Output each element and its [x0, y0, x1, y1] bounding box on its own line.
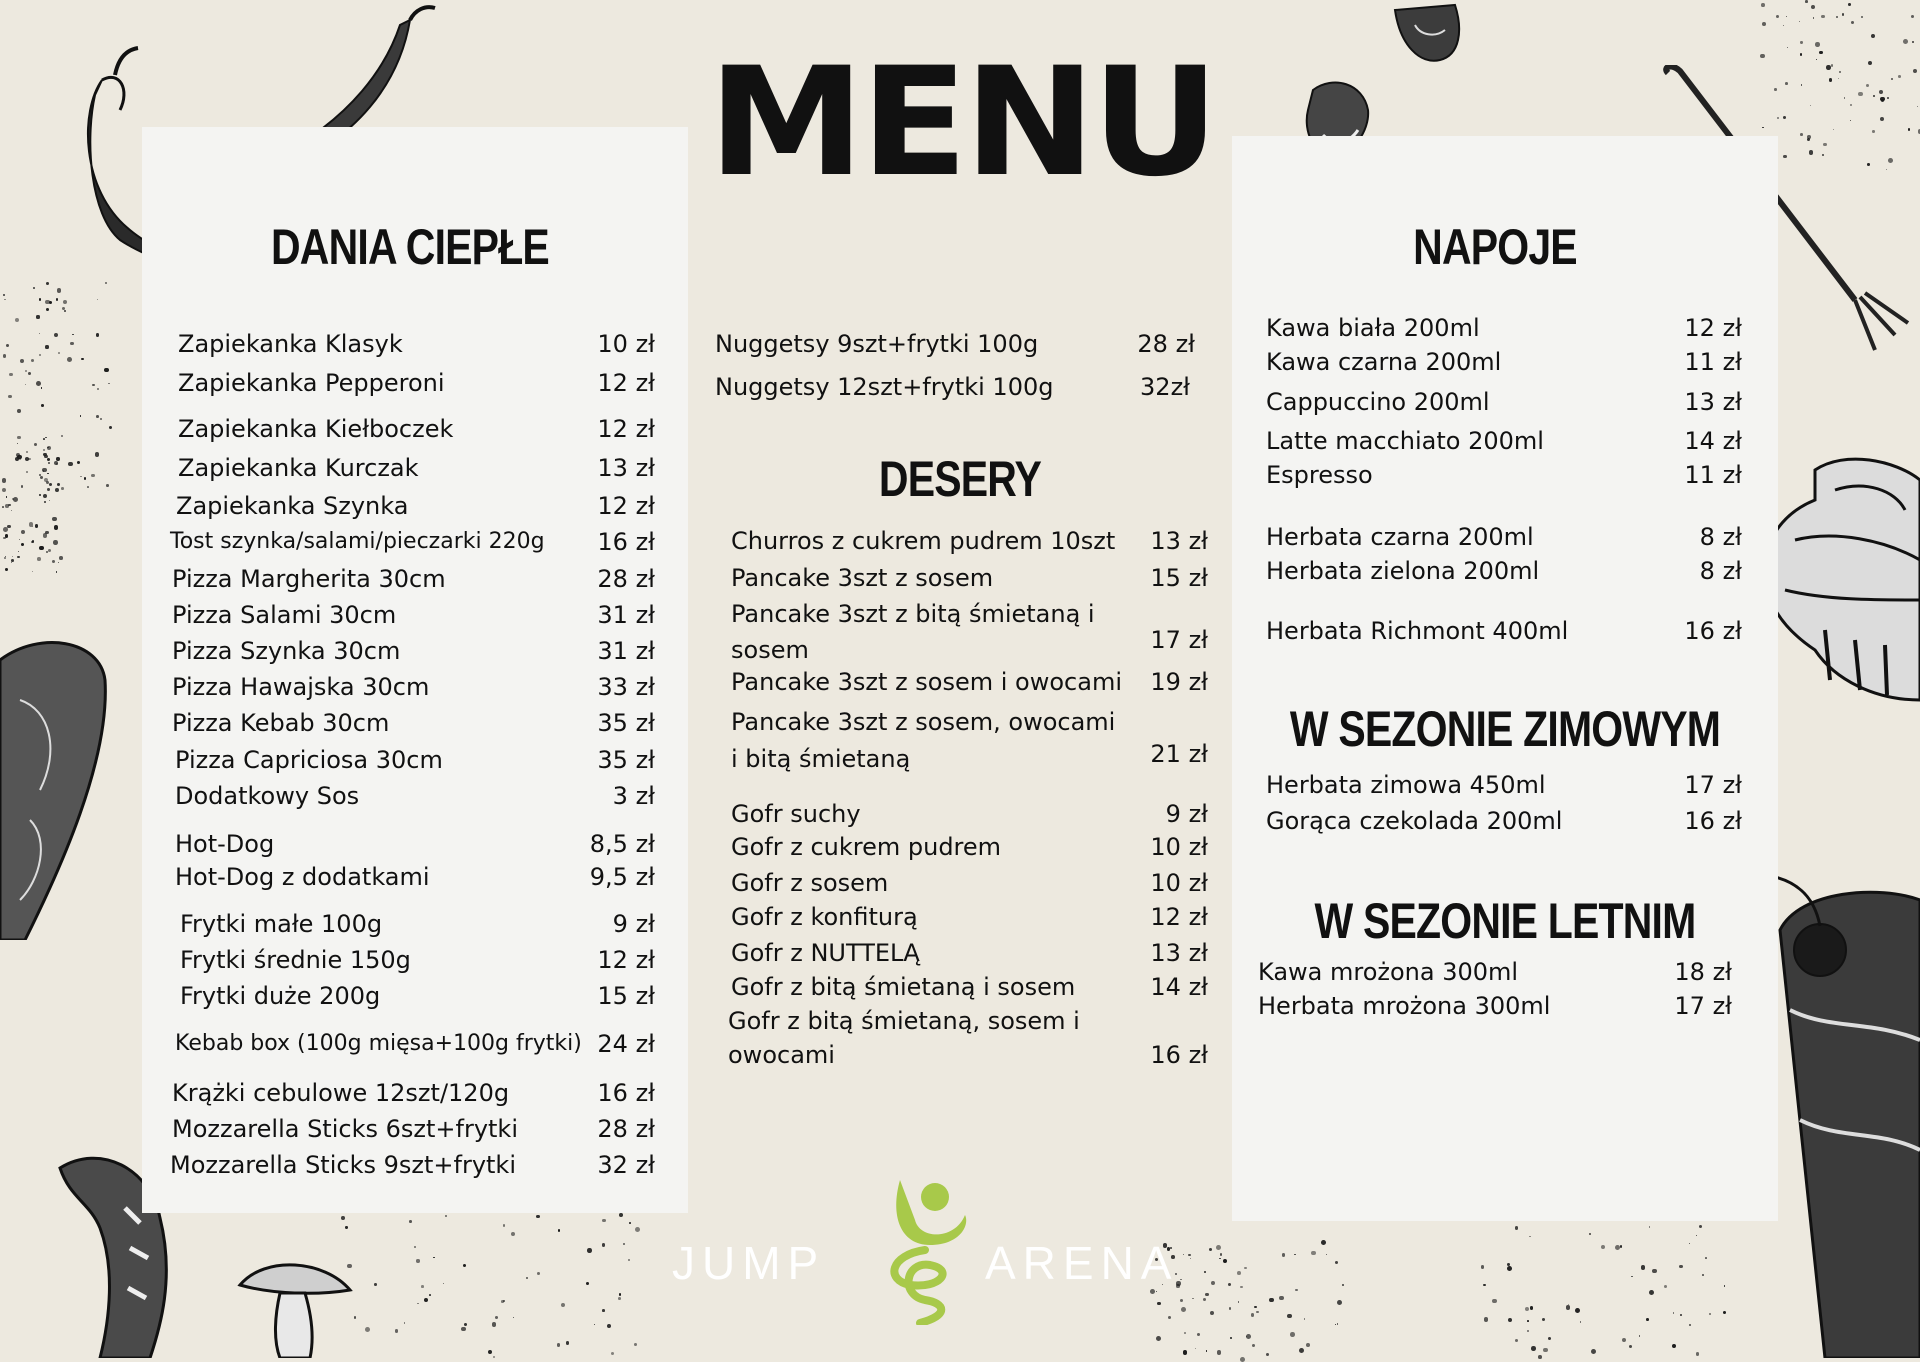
menu-item-price: 12 zł — [597, 492, 655, 520]
menu-item-price: 8 zł — [1699, 557, 1742, 585]
sausage-icon — [0, 620, 120, 940]
menu-item-name: Hot-Dog — [175, 830, 275, 858]
menu-item-price: 15 zł — [597, 982, 655, 1010]
menu-item-name-continued: i bitą śmietaną — [731, 745, 911, 773]
menu-item-name: Frytki duże 200g — [180, 982, 381, 1010]
menu-item-name: Churros z cukrem pudrem 10szt — [731, 527, 1116, 555]
menu-item-price: 21 zł — [1150, 740, 1208, 768]
menu-item-price: 12 zł — [597, 946, 655, 974]
menu-item-name: Nuggetsy 9szt+frytki 100g — [715, 330, 1039, 358]
menu-item-price: 11 zł — [1684, 461, 1742, 489]
menu-item-price: 3 zł — [612, 782, 655, 810]
menu-item-name: Pizza Hawajska 30cm — [172, 673, 430, 701]
summer-season-title: W SEZONIE LETNIM — [1314, 893, 1696, 949]
menu-item-name: Cappuccino 200ml — [1266, 388, 1490, 416]
menu-item-name: Herbata zimowa 450ml — [1266, 771, 1546, 799]
winter-season-title: W SEZONIE ZIMOWYM — [1289, 701, 1721, 757]
menu-item-name: Gofr z NUTTELĄ — [731, 939, 920, 967]
menu-item-name: Gofr z konfiturą — [731, 903, 918, 931]
milkshake-icon — [1760, 870, 1920, 1358]
menu-item-price: 13 zł — [597, 454, 655, 482]
menu-item-price: 32 zł — [597, 1151, 655, 1179]
menu-item-name: Zapiekanka Szynka — [176, 492, 409, 520]
menu-item-price: 9 zł — [612, 910, 655, 938]
menu-item-price: 12 zł — [1684, 314, 1742, 342]
menu-item-name: Pancake 3szt z sosem i owocami — [731, 668, 1122, 696]
menu-item-price: 9 zł — [1165, 800, 1208, 828]
logo-jump-text: JUMP — [672, 1237, 826, 1289]
menu-item-price: 16 zł — [597, 1079, 655, 1107]
menu-item-price: 13 zł — [1150, 527, 1208, 555]
menu-item-price: 18 zł — [1674, 958, 1732, 986]
menu-item-name: Krążki cebulowe 12szt/120g — [172, 1079, 510, 1107]
menu-item-price: 10 zł — [597, 330, 655, 358]
menu-item-name: Zapiekanka Klasyk — [178, 330, 403, 358]
cinnamon-roll-icon — [1755, 450, 1920, 710]
menu-item-price: 31 zł — [597, 637, 655, 665]
menu-item-price: 17 zł — [1684, 771, 1742, 799]
menu-item-price: 16 zł — [1150, 1041, 1208, 1069]
menu-item-name: Pancake 3szt z sosem — [731, 564, 994, 592]
menu-item-price: 11 zł — [1684, 348, 1742, 376]
menu-item-price: 16 zł — [1684, 617, 1742, 645]
menu-item-name: Gorąca czekolada 200ml — [1266, 807, 1563, 835]
menu-item-name: Pancake 3szt z bitą śmietaną i — [731, 600, 1095, 628]
menu-item-price: 14 zł — [1150, 973, 1208, 1001]
menu-item-price: 16 zł — [597, 528, 655, 556]
menu-item-price: 10 zł — [1150, 869, 1208, 897]
menu-title: MENU — [708, 36, 1216, 210]
menu-item-name: Hot-Dog z dodatkami — [175, 863, 430, 891]
menu-item-name: Nuggetsy 12szt+frytki 100g — [715, 373, 1054, 401]
mushroom-icon — [235, 1255, 355, 1358]
menu-item-name: Zapiekanka Pepperoni — [178, 369, 445, 397]
menu-item-name: Mozzarella Sticks 9szt+frytki — [170, 1151, 516, 1179]
menu-item-name: Kawa mrożona 300ml — [1258, 958, 1519, 986]
menu-item-price: 17 zł — [1150, 626, 1208, 654]
menu-item-name: Pizza Szynka 30cm — [172, 637, 401, 665]
menu-item-name: Pizza Margherita 30cm — [172, 565, 446, 593]
hazelnut-icon — [1385, 0, 1465, 70]
menu-item-name: Herbata mrożona 300ml — [1258, 992, 1551, 1020]
menu-item-name: Pancake 3szt z sosem, owocami — [731, 708, 1116, 736]
drinks-panel — [1232, 136, 1778, 1221]
logo-arena-text: ARENA — [985, 1237, 1179, 1289]
menu-item-name: Herbata zielona 200ml — [1266, 557, 1540, 585]
menu-item-name: Zapiekanka Kurczak — [178, 454, 419, 482]
drinks-title: NAPOJE — [1413, 219, 1577, 275]
menu-item-name: Pizza Salami 30cm — [172, 601, 397, 629]
menu-item-name: Frytki małe 100g — [180, 910, 383, 938]
menu-item-name: Kebab box (100g mięsa+100g frytki) — [175, 1031, 582, 1056]
menu-item-name: Herbata czarna 200ml — [1266, 523, 1534, 551]
menu-item-price: 8,5 zł — [589, 830, 655, 858]
menu-item-name-continued: sosem — [731, 636, 809, 664]
menu-item-name: Zapiekanka Kiełboczek — [178, 415, 454, 443]
desserts-title: DESERY — [878, 451, 1042, 507]
menu-item-name: Latte macchiato 200ml — [1266, 427, 1544, 455]
menu-item-name: Mozzarella Sticks 6szt+frytki — [172, 1115, 518, 1143]
menu-item-name: Gofr suchy — [731, 800, 861, 828]
menu-item-price: 33 zł — [597, 673, 655, 701]
menu-item-name: Gofr z bitą śmietaną i sosem — [731, 973, 1076, 1001]
menu-item-name: Kawa biała 200ml — [1266, 314, 1480, 342]
menu-item-price: 16 zł — [1684, 807, 1742, 835]
menu-item-price: 13 zł — [1150, 939, 1208, 967]
hot-dishes-title: DANIA CIEPŁE — [271, 219, 549, 275]
menu-item-name: Gofr z sosem — [731, 869, 889, 897]
menu-item-price: 15 zł — [1150, 564, 1208, 592]
menu-item-name-continued: owocami — [728, 1041, 835, 1069]
menu-item-price: 14 zł — [1684, 427, 1742, 455]
menu-item-price: 28 zł — [597, 1115, 655, 1143]
menu-item-name: Herbata Richmont 400ml — [1266, 617, 1569, 645]
menu-item-price: 32zł — [1140, 373, 1190, 401]
menu-item-price: 19 zł — [1150, 668, 1208, 696]
menu-item-price: 9,5 zł — [589, 863, 655, 891]
menu-item-price: 35 zł — [597, 746, 655, 774]
menu-item-price: 31 zł — [597, 601, 655, 629]
menu-item-price: 12 zł — [1150, 903, 1208, 931]
menu-item-name: Pizza Capriciosa 30cm — [175, 746, 443, 774]
menu-item-name: Tost szynka/salami/pieczarki 220g — [170, 529, 545, 554]
menu-item-name: Gofr z bitą śmietaną, sosem i — [728, 1007, 1080, 1035]
menu-item-price: 13 zł — [1684, 388, 1742, 416]
menu-item-price: 35 zł — [597, 709, 655, 737]
menu-item-price: 8 zł — [1699, 523, 1742, 551]
menu-item-price: 24 zł — [597, 1030, 655, 1058]
menu-item-name: Pizza Kebab 30cm — [172, 709, 390, 737]
menu-item-price: 28 zł — [1137, 330, 1195, 358]
menu-item-price: 28 zł — [597, 565, 655, 593]
menu-item-price: 10 zł — [1150, 833, 1208, 861]
menu-item-name: Dodatkowy Sos — [175, 782, 360, 810]
menu-item-price: 12 zł — [597, 415, 655, 443]
menu-item-name: Frytki średnie 150g — [180, 946, 411, 974]
menu-item-price: 17 zł — [1674, 992, 1732, 1020]
jump-arena-logo-icon — [870, 1175, 980, 1325]
menu-item-price: 12 zł — [597, 369, 655, 397]
menu-item-name: Kawa czarna 200ml — [1266, 348, 1502, 376]
menu-item-name: Gofr z cukrem pudrem — [731, 833, 1002, 861]
menu-item-name: Espresso — [1266, 461, 1373, 489]
